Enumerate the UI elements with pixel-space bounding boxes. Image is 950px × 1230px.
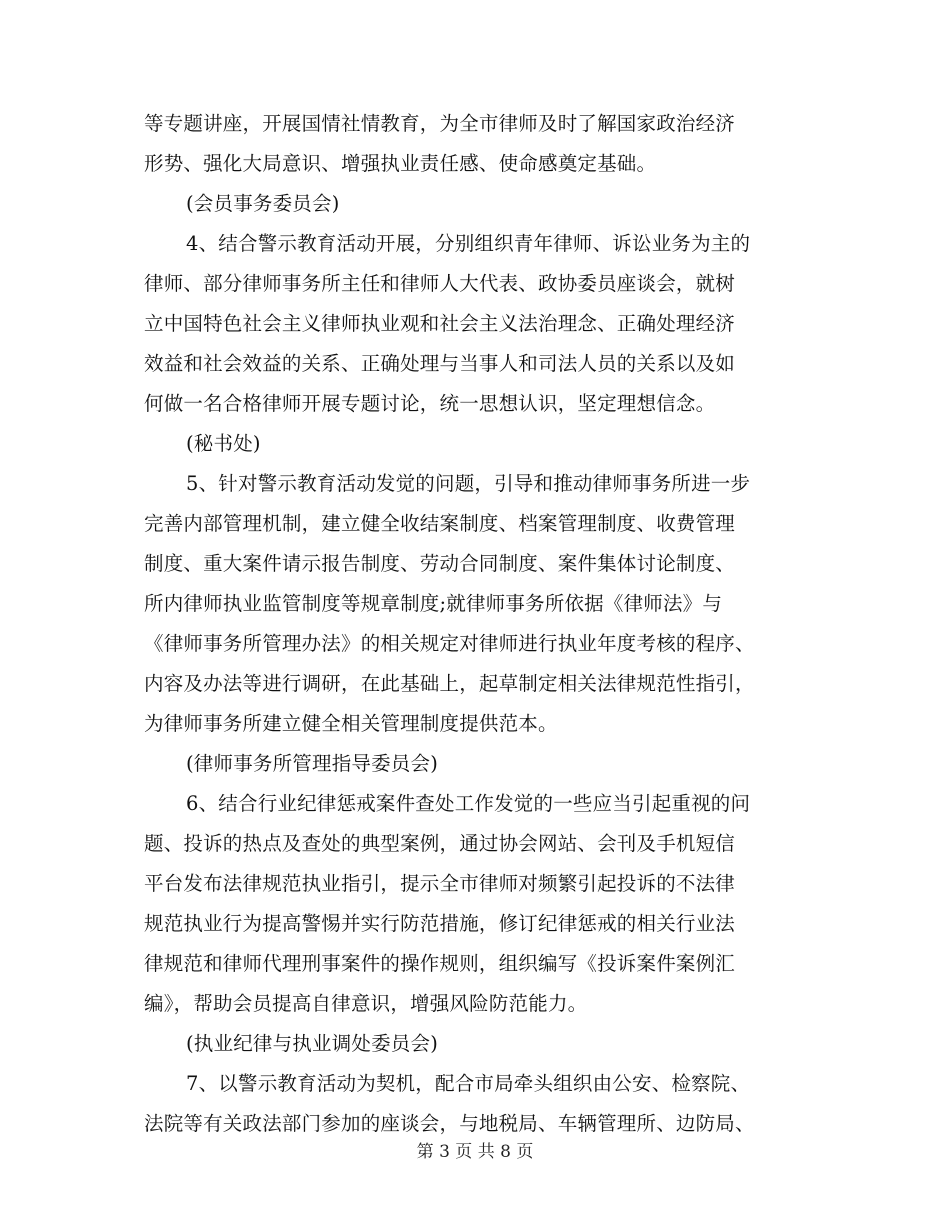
text-line: (律师事务所管理指导委员会) xyxy=(186,752,439,775)
page-footer: 第 3 页 共 8 页 xyxy=(416,1142,534,1162)
text-line: 等专题讲座，开展国情社情教育，为全市律师及时了解国家政治经济 xyxy=(144,112,736,135)
text-line: 所内律师执业监管制度等规章制度;就律师事务所依据《律师法》与 xyxy=(144,592,723,615)
text-line: 完善内部管理机制，建立健全收结案制度、档案管理制度、收费管理 xyxy=(144,512,736,535)
text-line: 题、投诉的热点及查处的典型案例，通过协会网站、会刊及手机短信 xyxy=(144,832,736,855)
text-line: 内容及办法等进行调研，在此基础上，起草制定相关法律规范性指引， xyxy=(144,672,755,695)
text-line: (秘书处) xyxy=(186,432,261,455)
text-line: 效益和社会效益的关系、正确处理与当事人和司法人员的关系以及如 xyxy=(144,352,736,375)
text-line: 6、结合行业纪律惩戒案件查处工作发觉的一些应当引起重视的问 xyxy=(186,792,751,815)
text-line: 制度、重大案件请示报告制度、劳动合同制度、案件集体讨论制度、 xyxy=(144,552,736,575)
text-line: 规范执业行为提高警惕并实行防范措施，修订纪律惩戒的相关行业法 xyxy=(144,912,736,935)
text-line: 律规范和律师代理刑事案件的操作规则，组织编写《投诉案件案例汇 xyxy=(144,952,736,975)
text-line: (执业纪律与执业调处委员会) xyxy=(186,1032,439,1055)
text-line: 形势、强化大局意识、增强执业责任感、使命感奠定基础。 xyxy=(144,152,657,175)
text-line: (会员事务委员会) xyxy=(186,192,340,215)
text-line: 为律师事务所建立健全相关管理制度提供范本。 xyxy=(144,712,558,735)
text-line: 编》，帮助会员提高自律意识，增强风险防范能力。 xyxy=(144,992,588,1015)
body-text xyxy=(144,104,808,1144)
text-line: 7、以警示教育活动为契机，配合市局牵头组织由公安、检察院、 xyxy=(186,1072,751,1095)
text-line: 律师、部分律师事务所主任和律师人大代表、政协委员座谈会，就树 xyxy=(144,272,736,295)
text-line: 5、针对警示教育活动发觉的问题，引导和推动律师事务所进一步 xyxy=(186,472,751,495)
text-line: 4、结合警示教育活动开展，分别组织青年律师、诉讼业务为主的 xyxy=(186,232,751,255)
text-line: 立中国特色社会主义律师执业观和社会主义法治理念、正确处理经济 xyxy=(144,312,736,335)
text-line: 平台发布法律规范执业指引，提示全市律师对频繁引起投诉的不法律 xyxy=(144,872,736,895)
text-line: 法院等有关政法部门参加的座谈会，与地税局、车辆管理所、边防局、 xyxy=(144,1112,755,1135)
text-line: 《律师事务所管理办法》的相关规定对律师进行执业年度考核的程序、 xyxy=(144,632,755,655)
text-line: 何做一名合格律师开展专题讨论，统一思想认识，坚定理想信念。 xyxy=(144,392,716,415)
